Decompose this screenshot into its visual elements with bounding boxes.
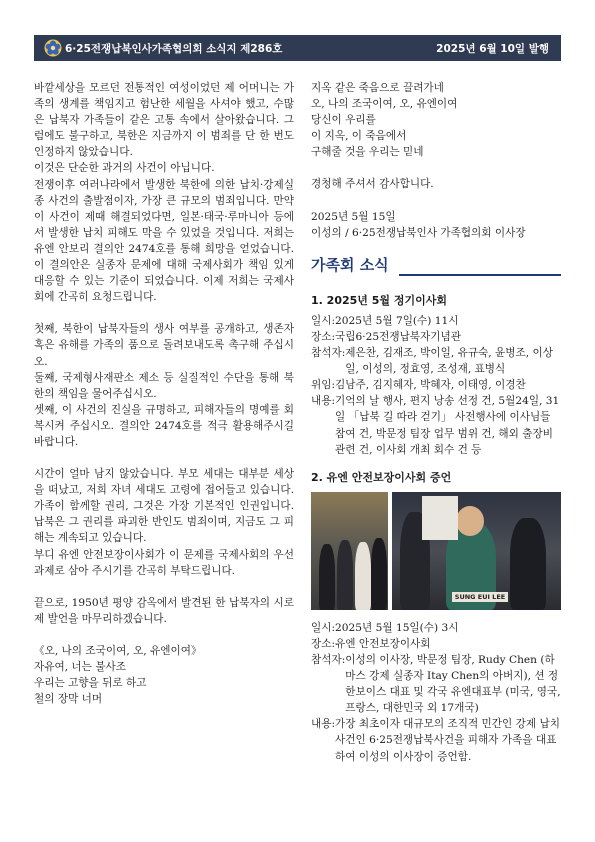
- section-title-text: 가족회 소식: [311, 255, 389, 274]
- info-row: [311, 377, 561, 393]
- request-paragraph: 셋째, 이 사건의 진실을 규명하고, 피해자들의 명예를 회복시켜 주십시오. 결의안 2474호를 적극 활용해주시길 바랍니다.: [34, 403, 294, 448]
- info-value: 2025년 5월 15일(수) 3시: [335, 621, 459, 634]
- closing-paragraph: 끝으로, 1950년 평양 감옥에서 발견된 한 납북자의 시로 제 발언을 마무리하겠습니다.: [34, 596, 294, 625]
- left-column: [34, 80, 294, 707]
- testimony-photo: [392, 492, 561, 610]
- news-item-title: 2. 유엔 안전보장이사회 증언: [311, 470, 452, 484]
- section-title: [311, 257, 561, 279]
- body-paragraph: 전쟁이후 여러나라에서 발생한 북한에 의한 납치·강제실종 사건의 출발점이자, 가장 큰 규모의 범죄입니다. 만약 이 사건이 제때 해결되었다면, 일본·태국·루마니아 등에서 발생한 납치 피해도 막을 수 있었을 것입니다. 저희는 유엔 안보리 결의안 2474호를 통해 희망을 얻었습니다. 이 결의안은 실종자 문제에 대해 국제사회가 책임 있게 대응할 수 있는 기준이 되었습니다. 이제 저희는 국제사회에 간곡히 요청드립니다.: [34, 178, 294, 304]
- info-row: [311, 329, 561, 345]
- newsletter-title: 6·25전쟁납북인사가족협의회 소식지 제286호: [65, 43, 283, 55]
- info-label: 내용:: [311, 395, 336, 408]
- poem-line: 구해줄 것을 우리는 믿네: [311, 146, 424, 159]
- info-value: 가장 최초이자 대규모의 조직적 민간인 강제 납치 사건인 6·25전쟁납북사건을 피해자 가족을 대표하여 이성의 이사장이 증언함.: [335, 718, 560, 763]
- info-row: [311, 716, 561, 764]
- body-paragraph: 부디 유엔 안전보장이사회가 이 문제를 국제사회의 우선 과제로 삼아 주시기를 간곡히 부탁드립니다.: [34, 548, 294, 577]
- poem-line: 이 지옥, 이 죽음에서: [311, 130, 407, 143]
- info-label: 내용:: [311, 718, 336, 731]
- section-title-rule: [399, 274, 561, 276]
- info-row: [311, 393, 561, 457]
- info-label: 장소:: [311, 637, 336, 650]
- newsletter-header: [34, 35, 561, 61]
- info-row: [311, 345, 561, 377]
- info-value: 제은찬, 김재조, 박이일, 유규숙, 윤병조, 이상일, 이성의, 정효영, 조성재, 표병식: [345, 347, 553, 376]
- group-photo: [311, 492, 388, 610]
- info-label: 참석자:: [311, 347, 346, 360]
- poem-line: 철의 장막 너머: [34, 693, 103, 706]
- held-photograph: [422, 496, 458, 540]
- info-value: 김남주, 김지혜자, 박혜자, 이태영, 이경찬: [335, 379, 526, 392]
- poem-line: 오, 나의 조국이여, 오, 유엔이여: [311, 98, 458, 111]
- info-row: [311, 313, 561, 329]
- poem-line: 우리는 고향을 뒤로 하고: [34, 677, 147, 690]
- nameplate: SUNG EUI LEE: [452, 592, 508, 602]
- signature-date: 2025년 5월 15일: [311, 210, 396, 223]
- poem-line: 자유여, 너는 불사조: [34, 661, 126, 673]
- info-label: 일시:: [311, 314, 336, 327]
- info-value: 국립6·25전쟁납북자기념관: [335, 330, 461, 343]
- info-label: 장소:: [311, 330, 336, 343]
- right-column: [311, 80, 561, 765]
- info-row: [311, 620, 561, 636]
- poem-line: 지옥 같은 죽음으로 끌려가네: [311, 82, 444, 94]
- issue-date: 2025년 6월 10일 발행: [436, 43, 549, 55]
- signature-name: 이성의 / 6·25전쟁납북인사 가족협의회 이사장: [311, 226, 526, 239]
- photo-strip: [311, 492, 561, 610]
- poem-title: 《오, 나의 조국이여, 오, 유엔이여》: [34, 644, 202, 657]
- body-paragraph: 바깥세상을 모르던 전통적인 여성이었던 제 어머니는 가족의 생계를 책임지고 험난한 세월을 사셔야 했고, 수많은 납북자 가족들이 같은 고통 속에서 살아왔습니다. 그럼에도 불구하고, 북한은 지금까지 이 범죄를 단 한 번도 인정하지 않았습니다.: [34, 82, 294, 159]
- info-label: 참석자:: [311, 653, 346, 666]
- thanks-line: 경청해 주셔서 감사합니다.: [311, 178, 434, 191]
- info-label: 위임:: [311, 379, 336, 392]
- info-row: [311, 652, 561, 716]
- info-value: 기억의 날 행사, 편지 낭송 선정 건, 5월24일, 31일 「납북 길 따라 걷기」 사전행사에 이사님들 참여 건, 박문정 팀장 업무 범위 건, 해외 출장비 관련 건, 이사회 개최 회수 건 등: [335, 395, 560, 456]
- info-value: 2025년 5월 7일(수) 11시: [335, 314, 459, 327]
- flower-logo-icon: [44, 39, 62, 57]
- news-item-title: 1. 2025년 5월 정기이사회: [311, 293, 447, 307]
- body-paragraph: 시간이 얼마 남지 않았습니다. 부모 세대는 대부분 세상을 떠났고, 저희 자녀 세대도 고령에 접어들고 있습니다. 가족이 함께할 권리, 그것은 가장 기본적인 인권입니다. 납북은 그 권리를 파괴한 반인도 범죄이며, 지금도 그 피해는 계속되고 있습니다.: [34, 468, 294, 545]
- info-label: 일시:: [311, 621, 336, 634]
- request-paragraph: 첫째, 북한이 납북자들의 생사 여부를 공개하고, 생존자 혹은 유해를 가족의 품으로 돌려보내도록 촉구해 주십시오.: [34, 323, 294, 368]
- info-row: [311, 636, 561, 652]
- body-paragraph: 이것은 단순한 과거의 사건이 아닙니다.: [34, 162, 215, 175]
- poem-line: 당신이 우리를: [311, 114, 376, 127]
- request-paragraph: 둘째, 국제형사재판소 제소 등 실질적인 수단을 통해 북한의 책임을 물어주십시오.: [34, 371, 294, 400]
- info-value: 이성의 이사장, 박문정 팀장, Rudy Chen (하마스 강제 실종자 Itay Chen의 아버지), 션 정 한보이스 대표 및 각국 유엔대표부 (미국, 영국, 프랑스, 대한민국 외 17개국): [345, 653, 561, 715]
- info-value: 유엔 안전보장이사회: [335, 637, 431, 650]
